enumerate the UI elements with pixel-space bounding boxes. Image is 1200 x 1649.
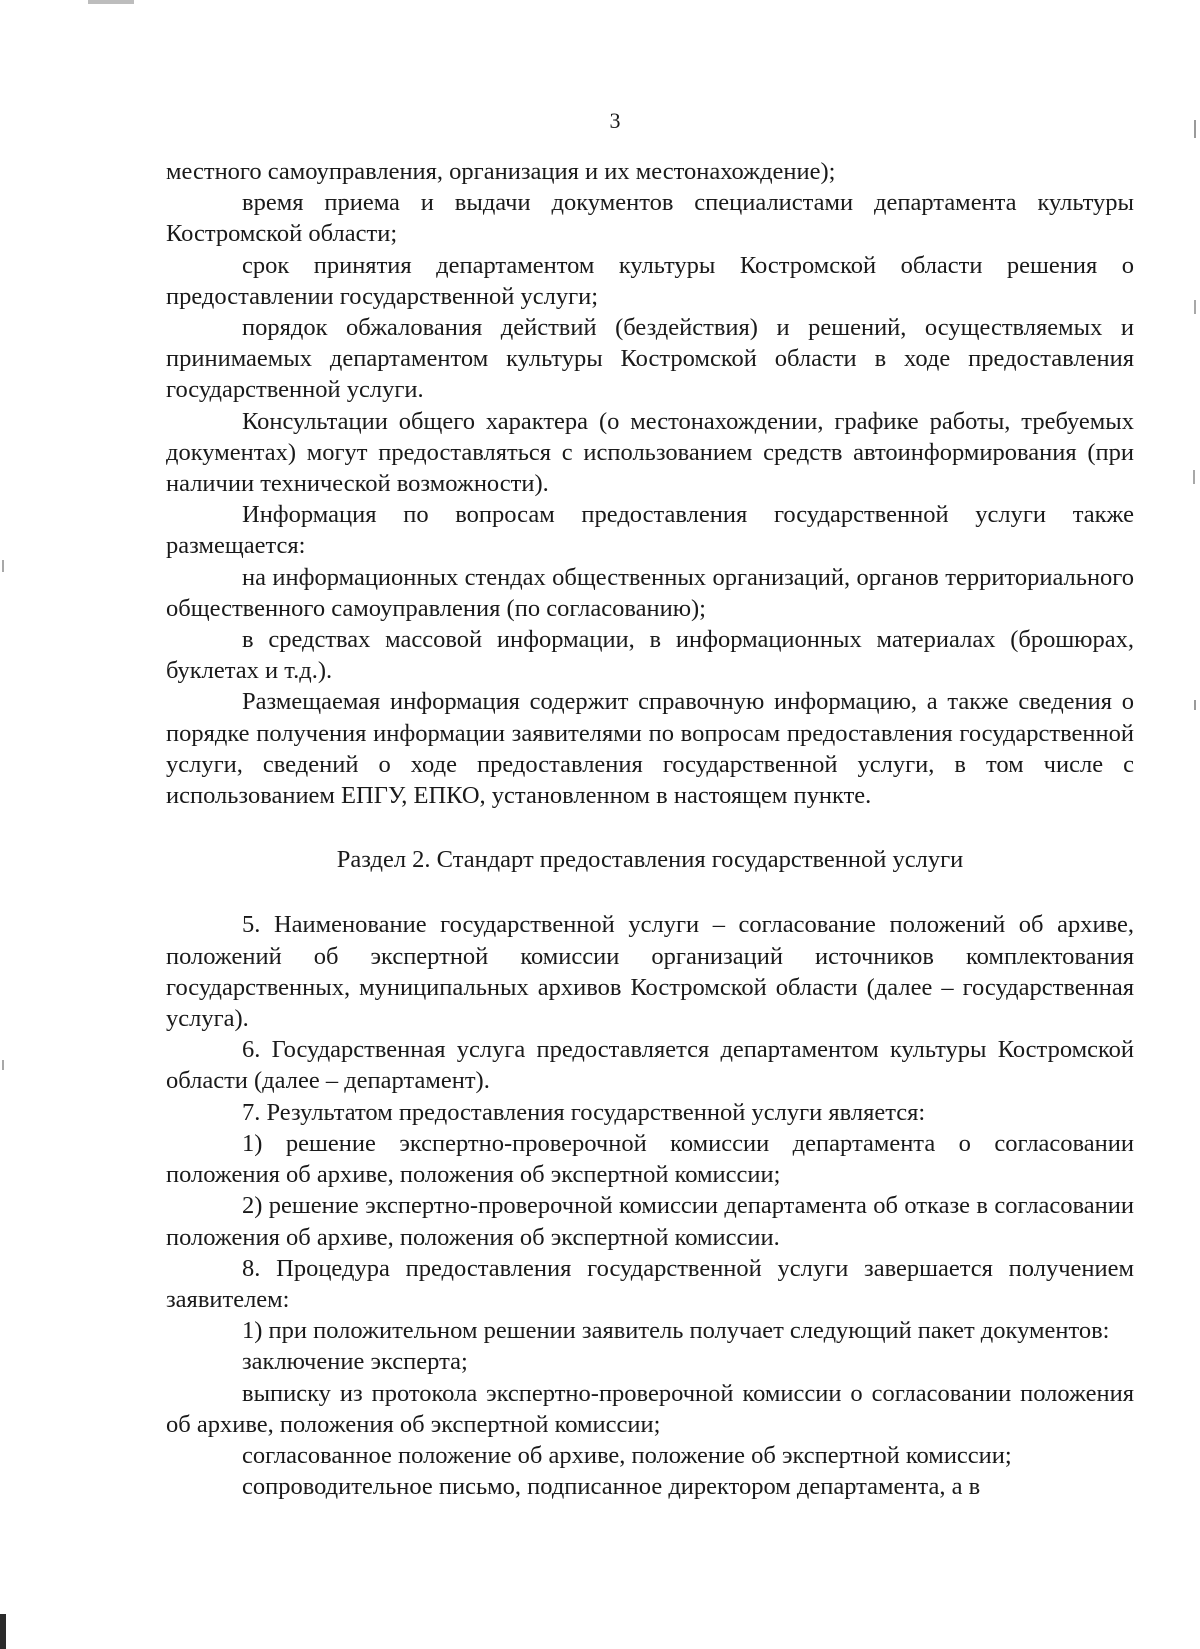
paragraph: 2) решение экспертно-проверочной комиссии департамента об отказе в согласовании положения об архиве, положения об экспертной комиссии. [166,1192,1134,1251]
paragraph: в средствах массовой информации, в информационных материалах (брошюрах, буклетах и т.д.). [166,626,1134,685]
paragraph: Размещаемая информация содержит справочную информацию, а также сведения о порядке получения информации заявителями по вопросам предоставления государственной услуги, сведений о ходе предоставления государственной услуги, в том числе с использованием ЕПГУ, ЕПКО, установленном в настоящем пункте. [166,688,1134,810]
document-body [166,156,1134,1502]
scan-artifact [0,1614,6,1649]
paragraph: сопроводительное письмо, подписанное директором департамента, а в [242,1473,981,1501]
paragraph: Консультации общего характера (о местонахождении, графике работы, требуемых документах) могут предоставляться с использованием средств автоинформирования (при наличии технической возможности). [166,407,1134,498]
paragraph: 1) решение экспертно-проверочной комиссии департамента о согласовании положения об архиве, положения об экспертной комиссии; [166,1129,1134,1189]
paragraph: 8. Процедура предоставления государственной услуги завершается получением заявителем: [166,1254,1134,1313]
page-number: 3 [609,108,621,133]
scan-artifact [2,560,4,572]
paragraph: 1) при положительном решении заявитель получает следующий пакет документов: [242,1317,1110,1345]
paragraph: 7. Результатом предоставления государственной услуги является: [242,1098,926,1126]
paragraph: местного самоуправления, организация и их местонахождение); [166,158,836,185]
section-heading: Раздел 2. Стандарт предоставления государственной услуги [336,846,964,874]
paragraph: срок принятия департаментом культуры Костромской области решения о предоставлении государственной услуги; [166,251,1134,310]
paragraph: заключение эксперта; [242,1348,468,1376]
paragraph: порядок обжалования действий (бездействия) и решений, осуществляемых и принимаемых департаментом культуры Костромской области в ходе предоставления государственной услуги. [166,314,1134,404]
paragraph: время приема и выдачи документов специалистами департамента культуры Костромской области; [166,189,1134,248]
scan-artifact [1193,470,1195,484]
paragraph: 5. Наименование государственной услуги – согласование положений об архиве, положений об экспертной комиссии организаций источников комплектования государственных, муниципальных архивов Костромской области (далее – государственная услуга). [166,911,1134,1033]
paragraph: Информация по вопросам предоставления государственной услуги также размещается: [166,501,1134,560]
scan-artifact [1194,300,1196,314]
paragraph: выписку из протокола экспертно-проверочной комиссии о согласовании положения об архиве, положения об экспертной комиссии; [166,1379,1134,1438]
paragraph: согласованное положение об архиве, положение об экспертной комиссии; [242,1441,1012,1469]
scan-artifact [2,1060,4,1070]
paragraph: на информационных стендах общественных организаций, органов территориального общественного самоуправления (по согласованию); [166,563,1134,622]
paragraph: 6. Государственная услуга предоставляется департаментом культуры Костромской области (далее – департамент). [166,1036,1134,1095]
scan-artifact [88,0,134,4]
scan-artifact [1194,700,1196,710]
